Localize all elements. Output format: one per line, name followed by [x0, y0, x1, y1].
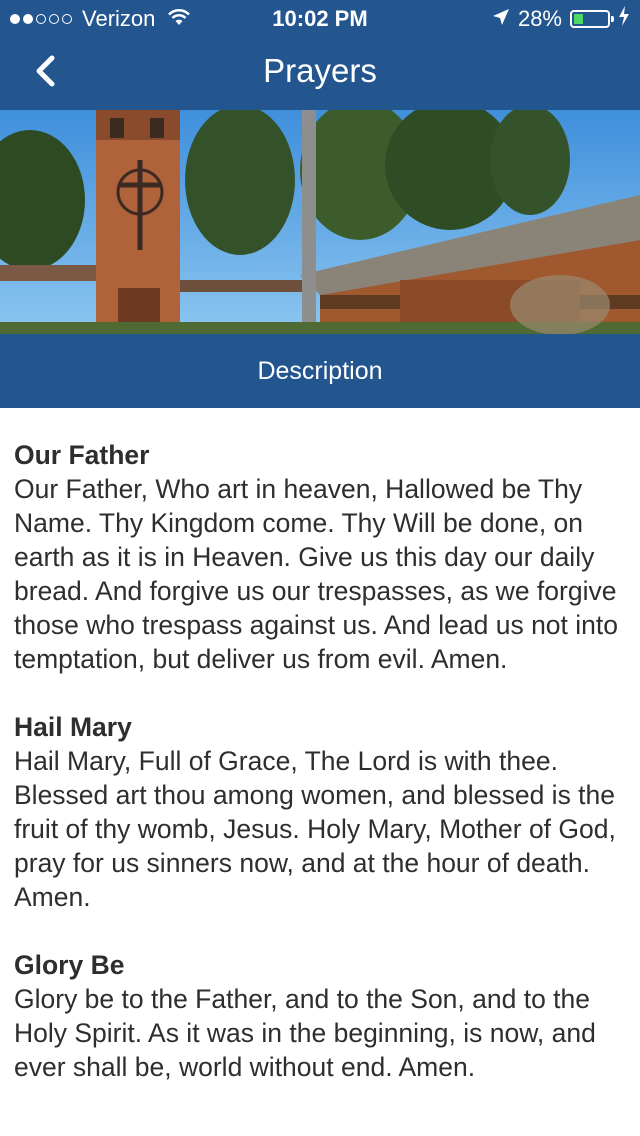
carrier-name: Verizon [82, 6, 156, 31]
prayer-item [14, 710, 626, 914]
prayer-text: Our Father, Who art in heaven, Hallowed be Thy Name. Thy Kingdom come. Thy Will be done, on earth as it is in Heaven. Give us this day our daily bread. And forgive us our trespasses, as we forgive those who trespass against us. And lead us not into temptation, but deliver us from evil. Amen. [14, 474, 619, 674]
prayer-title: Our Father [14, 440, 150, 470]
prayer-text: Glory be to the Father, and to the Son, and to the Holy Spirit. As it was in the beginning, is now, and ever shall be, world without end. Amen. [14, 984, 596, 1082]
battery-tip [611, 16, 614, 22]
prayer-title: Hail Mary [14, 712, 132, 742]
status-right [492, 6, 630, 32]
location-arrow-icon [492, 6, 510, 32]
prayer-item [14, 948, 626, 1084]
charging-bolt-icon [618, 6, 630, 32]
church-header-image [0, 110, 640, 334]
battery-icon [570, 10, 610, 28]
status-bar [0, 0, 640, 40]
navigation-bar [0, 40, 640, 110]
description-tab[interactable] [0, 334, 640, 408]
status-time: 10:02 PM [272, 6, 368, 31]
description-tab-label: Description [257, 356, 383, 385]
prayer-title: Glory Be [14, 950, 125, 980]
battery-level [574, 14, 583, 24]
prayer-item [14, 438, 626, 676]
prayer-text: Hail Mary, Full of Grace, The Lord is with thee. Blessed art thou among women, and blessed is the fruit of thy womb, Jesus. Holy Mary, Mother of God, pray for us sinners now, and at the hour of death. Amen. [14, 746, 616, 912]
page-title: Prayers [263, 52, 377, 89]
top-bar [0, 0, 640, 110]
prayer-list [14, 438, 626, 1118]
battery-percent: 28% [517, 6, 562, 31]
